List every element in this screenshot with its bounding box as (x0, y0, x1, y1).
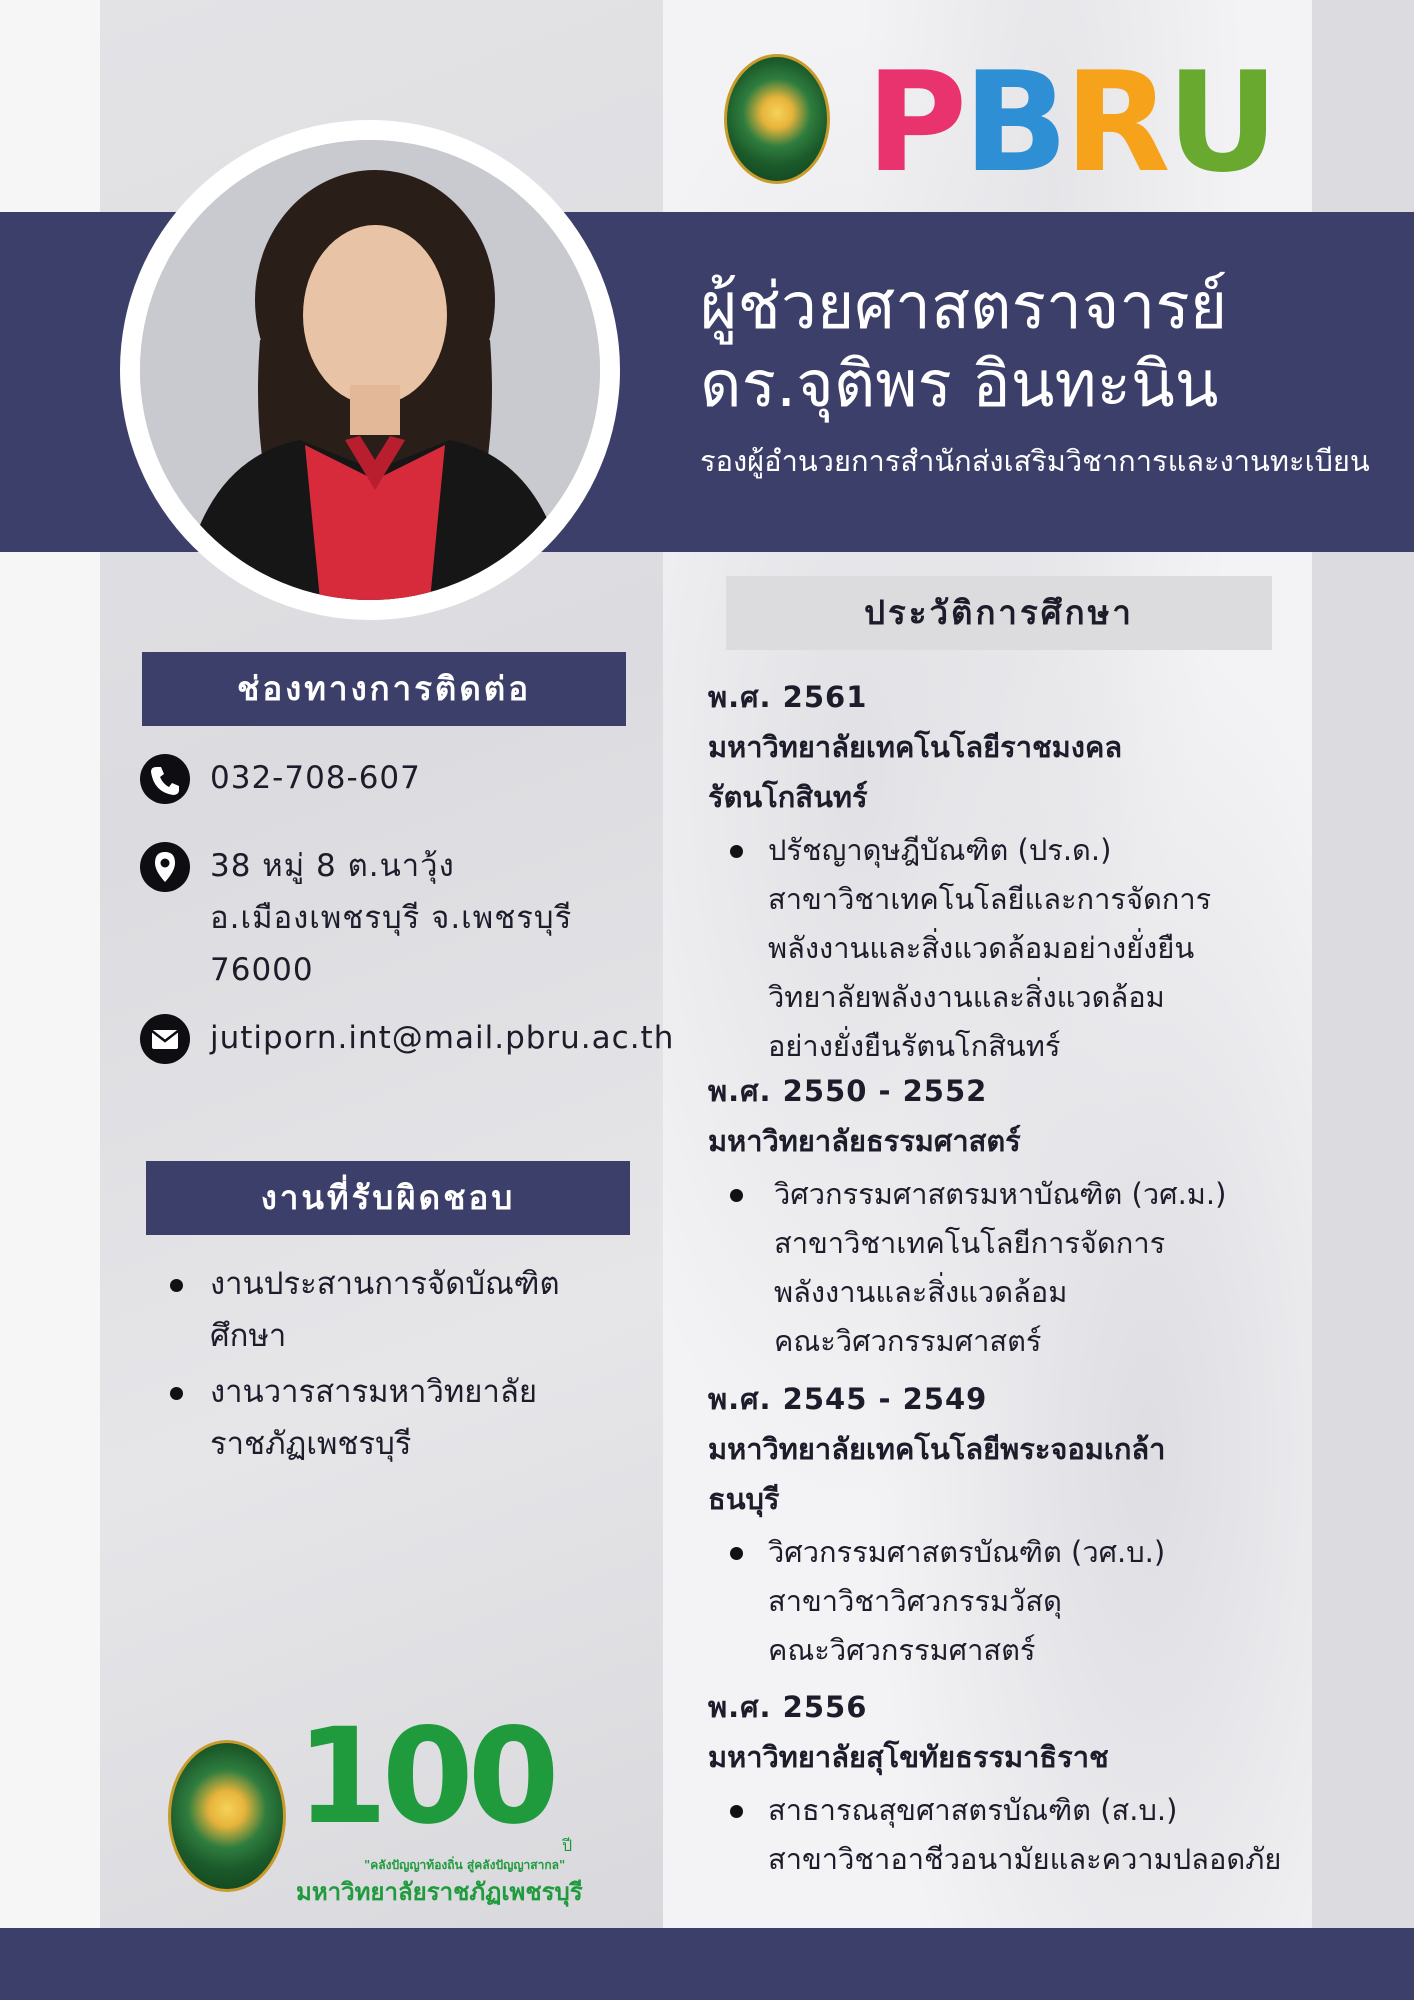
university-seal-icon (724, 54, 830, 184)
email-address[interactable]: jutiporn.int@mail.pbru.ac.th (210, 1020, 675, 1056)
education-entry (708, 672, 1308, 1071)
person-name: ดร.จุติพร อินทะนิน (700, 348, 1219, 422)
pbru-logo (866, 42, 1275, 203)
education-university: มหาวิทยาลัยเทคโนโลยีพระจอมเกล้า (708, 1432, 1166, 1466)
education-year: พ.ศ. 2545 - 2549 (708, 1382, 988, 1416)
responsibilities-heading: งานที่รับผิดชอบ (146, 1161, 630, 1235)
education-detail-line: สาขาวิชาเทคโนโลยีการจัดการ (774, 1226, 1166, 1260)
education-university: มหาวิทยาลัยเทคโนโลยีราชมงคล (708, 730, 1123, 764)
anniversary-logo (296, 1700, 596, 1906)
education-year: พ.ศ. 2561 (708, 680, 868, 714)
university-seal-icon (168, 1740, 286, 1892)
pbru-logo-letter: P (866, 42, 964, 203)
portrait-photo (140, 140, 600, 600)
education-degree: วิศวกรรมศาสตรบัณฑิต (วศ.บ.) (708, 1528, 1308, 1577)
contact-heading: ช่องทางการติดต่อ (142, 652, 626, 726)
education-degree: วิศวกรรมศาสตรมหาบัณฑิต (วศ.ม.) (708, 1170, 1308, 1219)
address-line: 76000 (210, 952, 314, 988)
pbru-logo-letter: B (963, 42, 1065, 203)
list-item: งานวารสารมหาวิทยาลัย ราชภัฏเพชรบุรี (140, 1366, 620, 1470)
position-title: รองผู้อำนวยการสำนักส่งเสริมวิชาการและงานทะเบียน (700, 444, 1370, 478)
education-degree: สาธารณสุขศาสตรบัณฑิต (ส.บ.) (708, 1786, 1308, 1835)
pbru-logo-letter: U (1166, 42, 1275, 203)
education-entry (708, 1374, 1308, 1675)
education-university: มหาวิทยาลัยธรรมศาสตร์ (708, 1124, 1021, 1158)
education-university: มหาวิทยาลัยสุโขทัยธรรมาธิราช (708, 1740, 1109, 1774)
footer-band (0, 1928, 1414, 2000)
education-detail-line: พลังงานและสิ่งแวดล้อม (774, 1275, 1068, 1309)
pbru-logo-letter: R (1064, 42, 1167, 203)
education-detail-line: คณะวิศวกรรมศาสตร์ (774, 1324, 1042, 1358)
phone-number[interactable]: 032-708-607 (210, 760, 421, 796)
address-text (210, 840, 572, 996)
anniversary-slogan: "คลังปัญญาท้องถิ่น สู่คลังปัญญาสากล" (364, 1858, 566, 1872)
address-line: 38 หมู่ 8 ต.นาวุ้ง (210, 848, 455, 884)
education-detail-line: อย่างยั่งยืนรัตนโกสินทร์ (768, 1029, 1061, 1063)
anniversary-number: 100 (296, 1700, 554, 1854)
education-detail-line: สาขาวิชาอาชีวอนามัยและความปลอดภัย (768, 1842, 1282, 1876)
education-detail-line: พลังงานและสิ่งแวดล้อมอย่างยั่งยืน (768, 931, 1195, 965)
email-icon (140, 1014, 190, 1064)
responsibilities-list (140, 1258, 620, 1470)
phone-icon (140, 754, 190, 804)
education-detail-line: คณะวิศวกรรมศาสตร์ (768, 1633, 1036, 1667)
address-line: อ.เมืองเพชรบุรี จ.เพชรบุรี (210, 900, 573, 936)
education-year: พ.ศ. 2556 (708, 1690, 868, 1724)
anniversary-suffix: ปี (562, 1836, 573, 1855)
education-university: ธนบุรี (708, 1482, 780, 1516)
education-entry (708, 1066, 1308, 1366)
education-year: พ.ศ. 2550 - 2552 (708, 1074, 988, 1108)
academic-title: ผู้ช่วยศาสตราจารย์ (700, 270, 1228, 344)
education-entry (708, 1682, 1308, 1884)
education-university: รัตนโกสินทร์ (708, 780, 868, 814)
education-detail-line: สาขาวิชาวิศวกรรมวัสดุ (768, 1584, 1062, 1618)
list-item: งานประสานการจัดบัณฑิต ศึกษา (140, 1258, 620, 1362)
education-detail-line: สาขาวิชาเทคโนโลยีและการจัดการ (768, 882, 1212, 916)
location-pin-icon (140, 842, 190, 892)
academic-name (700, 268, 1227, 424)
education-heading: ประวัติการศึกษา (726, 576, 1272, 650)
education-detail-line: วิทยาลัยพลังงานและสิ่งแวดล้อม (768, 980, 1165, 1014)
education-degree: ปรัชญาดุษฎีบัณฑิต (ปร.ด.) (708, 826, 1308, 875)
anniversary-university: มหาวิทยาลัยราชภัฏเพชรบุรี (296, 1878, 583, 1906)
